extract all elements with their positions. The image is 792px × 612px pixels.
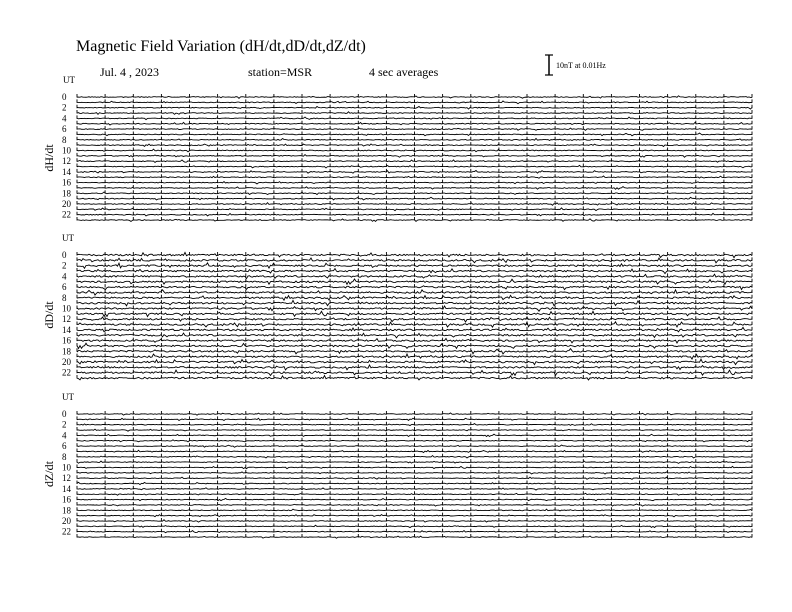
hour-tick-label: 8 bbox=[62, 451, 67, 462]
trace-row bbox=[77, 416, 752, 420]
trace-row bbox=[77, 443, 752, 447]
hour-tick-label: 8 bbox=[62, 134, 67, 145]
averaging-label: 4 sec averages bbox=[369, 65, 439, 79]
hour-tick-label: 22 bbox=[62, 526, 71, 537]
trace-row bbox=[77, 115, 752, 119]
trace-row bbox=[77, 99, 752, 103]
trace-row bbox=[77, 534, 752, 538]
trace-row bbox=[77, 105, 752, 109]
trace-row bbox=[77, 306, 752, 312]
panel-label: dH/dt bbox=[42, 144, 56, 172]
trace-row bbox=[77, 332, 752, 338]
trace-row bbox=[77, 190, 752, 194]
trace-row bbox=[77, 343, 752, 349]
trace-row bbox=[77, 121, 752, 125]
hour-tick-label: 20 bbox=[62, 357, 71, 367]
trace-row bbox=[77, 518, 752, 522]
trace-row bbox=[77, 131, 752, 135]
trace-row bbox=[77, 438, 752, 442]
hour-tick-label: 12 bbox=[62, 156, 71, 167]
trace-row bbox=[77, 164, 752, 168]
trace-row bbox=[77, 126, 752, 130]
hour-tick-label: 14 bbox=[62, 483, 71, 494]
hour-tick-label: 22 bbox=[62, 367, 71, 378]
hour-tick-label: 22 bbox=[62, 209, 71, 220]
trace-row bbox=[77, 94, 752, 98]
hour-tick-label: 8 bbox=[62, 292, 67, 303]
trace-row bbox=[77, 252, 752, 258]
hour-tick-label: 14 bbox=[62, 324, 71, 335]
trace-row bbox=[77, 137, 752, 141]
trace-row bbox=[77, 142, 752, 146]
trace-row bbox=[77, 174, 752, 178]
trace-row bbox=[77, 212, 752, 216]
hour-tick-label: 10 bbox=[62, 303, 71, 314]
trace-row bbox=[77, 316, 752, 322]
hour-tick-label: 20 bbox=[62, 516, 71, 526]
trace-row bbox=[77, 153, 752, 157]
chart-title: Magnetic Field Variation (dH/dt,dD/dt,dZ/dt) bbox=[76, 38, 366, 55]
hour-tick-label: 6 bbox=[62, 282, 67, 293]
hour-tick-label: 0 bbox=[62, 250, 67, 260]
hour-tick-label: 2 bbox=[62, 102, 67, 113]
trace-row bbox=[77, 284, 752, 290]
hour-tick-label: 12 bbox=[62, 314, 71, 325]
panel-label: dZ/dt bbox=[42, 461, 56, 487]
trace-row bbox=[77, 475, 752, 479]
trace-row bbox=[77, 513, 752, 517]
trace-row bbox=[77, 454, 752, 458]
hour-tick-label: 16 bbox=[62, 335, 71, 346]
trace-row bbox=[77, 279, 752, 285]
trace-row bbox=[77, 497, 752, 501]
trace-row bbox=[77, 354, 752, 359]
trace-row bbox=[77, 465, 752, 469]
trace-row bbox=[77, 295, 752, 300]
trace-row bbox=[77, 196, 752, 200]
hour-tick-label: 20 bbox=[62, 199, 71, 209]
trace-row bbox=[77, 263, 752, 269]
trace-row bbox=[77, 427, 752, 431]
trace-row bbox=[77, 523, 752, 527]
trace-row bbox=[77, 268, 752, 274]
trace-row bbox=[77, 432, 752, 436]
trace-row bbox=[77, 486, 752, 490]
trace-row bbox=[77, 470, 752, 474]
trace-row bbox=[77, 359, 752, 365]
trace-row bbox=[77, 422, 752, 426]
hour-tick-label: 4 bbox=[62, 430, 67, 441]
scale-bar-label: 10nT at 0.01Hz bbox=[556, 61, 606, 70]
trace-row bbox=[77, 180, 752, 184]
trace-row bbox=[77, 370, 752, 376]
trace-row bbox=[77, 322, 752, 328]
hour-tick-label: 6 bbox=[62, 441, 67, 452]
trace-row bbox=[77, 502, 752, 506]
ut-axis-label: UT bbox=[63, 75, 75, 85]
trace-row bbox=[77, 300, 752, 306]
date-label: Jul. 4 , 2023 bbox=[100, 65, 160, 79]
hour-tick-label: 2 bbox=[62, 260, 67, 271]
trace-row bbox=[77, 273, 752, 278]
trace-row bbox=[77, 491, 752, 495]
hour-tick-label: 10 bbox=[62, 145, 71, 156]
hour-tick-label: 16 bbox=[62, 494, 71, 505]
trace-row bbox=[77, 289, 752, 295]
hour-tick-label: 4 bbox=[62, 113, 67, 124]
trace-row bbox=[77, 338, 752, 343]
trace-row bbox=[77, 257, 752, 262]
trace-row bbox=[77, 375, 752, 380]
hour-tick-label: 4 bbox=[62, 271, 67, 282]
hour-tick-label: 14 bbox=[62, 166, 71, 177]
hour-tick-label: 18 bbox=[62, 188, 71, 199]
trace-row bbox=[77, 529, 752, 533]
station-label: station=MSR bbox=[248, 65, 313, 79]
trace-row bbox=[77, 459, 752, 463]
hour-tick-label: 10 bbox=[62, 462, 71, 473]
trace-row bbox=[77, 311, 752, 317]
trace-row bbox=[77, 169, 752, 173]
trace-row bbox=[77, 507, 752, 511]
hour-tick-label: 18 bbox=[62, 346, 71, 357]
trace-row bbox=[77, 411, 752, 415]
ut-axis-label: UT bbox=[62, 233, 74, 243]
trace-row bbox=[77, 201, 752, 205]
trace-row bbox=[77, 110, 752, 114]
trace-row bbox=[77, 348, 752, 354]
hour-tick-label: 0 bbox=[62, 92, 67, 102]
hour-tick-label: 16 bbox=[62, 177, 71, 188]
trace-row bbox=[77, 206, 752, 210]
hour-tick-label: 2 bbox=[62, 419, 67, 430]
trace-row bbox=[77, 158, 752, 162]
trace-row bbox=[77, 217, 752, 221]
trace-row bbox=[77, 481, 752, 485]
trace-row bbox=[77, 364, 752, 370]
trace-row bbox=[77, 327, 752, 332]
hour-tick-label: 6 bbox=[62, 124, 67, 135]
hour-tick-label: 12 bbox=[62, 473, 71, 484]
hour-tick-label: 0 bbox=[62, 409, 67, 419]
trace-row bbox=[77, 448, 752, 452]
hour-tick-label: 18 bbox=[62, 505, 71, 516]
ut-axis-label: UT bbox=[62, 392, 74, 402]
trace-row bbox=[77, 185, 752, 189]
trace-row bbox=[77, 148, 752, 152]
panel-label: dD/dt bbox=[42, 301, 56, 329]
